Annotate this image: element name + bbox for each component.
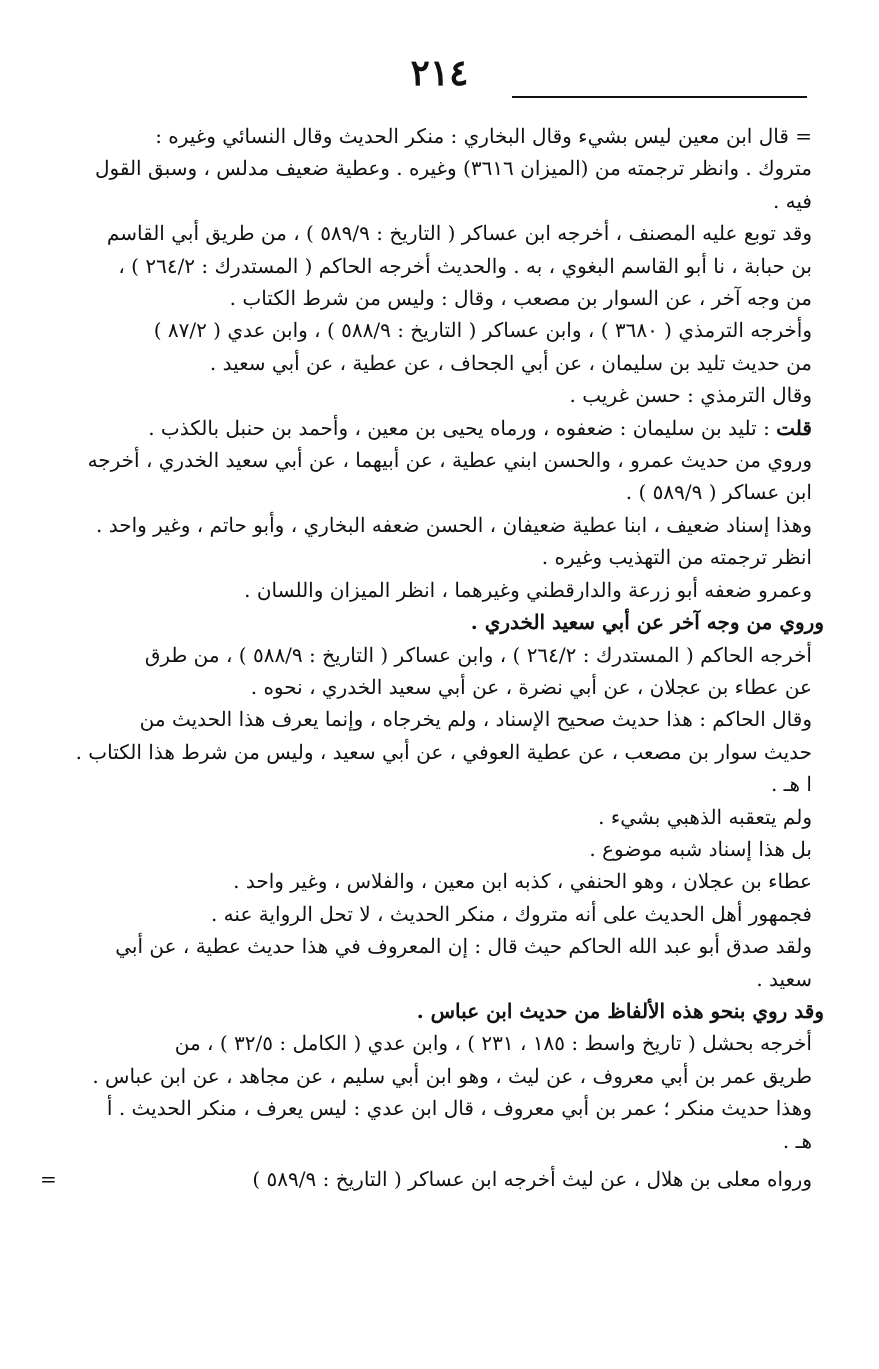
text-line-15: وعمرو ضعفه أبو زرعة والدارقطني وغيرهما ، انظر الميزان واللسان . (244, 577, 812, 602)
header-rule (512, 96, 807, 98)
page-number: ٢١٤ (410, 52, 469, 94)
text-line-17: أخرجه الحاكم ( المستدرك : ٢٦٤/٢ ) ، وابن عساكر ( التاريخ : ٥٨٨/٩ ) ، من طرق (144, 642, 812, 667)
text-line-3: فيه . (772, 188, 812, 213)
text-line-24: عطاء بن عجلان ، وهو الحنفي ، كذبه ابن معين ، والفلاس ، وغير واحد . (233, 869, 812, 894)
text-line-13: وهذا إسناد ضعيف ، ابنا عطية ضعيفان ، الحسن ضعفه البخاري ، وأبو حاتم ، وغير واحد . (96, 512, 812, 537)
footer-line (40, 1163, 812, 1195)
text-line-4: وقد توبع عليه المصنف ، أخرجه ابن عساكر ( التاريخ : ٥٨٩/٩ ) ، من طريق أبي القاسم (106, 221, 812, 246)
text-line-22: ولم يتعقبه الذهبي بشيء . (598, 804, 812, 829)
text-line-5: بن حبابة ، نا أبو القاسم البغوي ، به . والحديث أخرجه الحاكم ( المستدرك : ٢٦٤/٢ ) ، (118, 253, 812, 278)
text-line-18: عن عطاء بن عجلان ، عن أبي نضرة ، عن أبي سعيد الخدري ، نحوه . (250, 674, 812, 699)
text-line-21: ا هـ . (770, 772, 812, 797)
text-line-25: فجمهور أهل الحديث على أنه متروك ، منكر الحديث ، لا تحل الرواية عنه . (210, 901, 812, 926)
lead-word: قلت (776, 415, 812, 440)
section-heading-1: وروي من وجه آخر عن أبي سعيد الخدري . (470, 610, 824, 635)
body-text (40, 120, 824, 1195)
text-line-31: وهذا حديث منكر ؛ عمر بن أبي معروف ، قال ابن عدي : ليس يعرف ، منكر الحديث . أ (106, 1096, 812, 1121)
section-heading-2: وقد روي بنحو هذه الألفاظ من حديث ابن عباس . (416, 998, 824, 1023)
text-line-14: انظر ترجمته من التهذيب وغيره . (541, 545, 812, 570)
text-line-6: من وجه آخر ، عن السوار بن مصعب ، وقال : وليس من شرط الكتاب . (229, 286, 812, 311)
text-line-19: وقال الحاكم : هذا حديث صحيح الإسناد ، ولم يخرجاه ، وإنما يعرف هذا الحديث من (139, 707, 812, 732)
text-line-30: طريق عمر بن أبي معروف ، عن ليث ، وهو ابن أبي سليم ، عن مجاهد ، عن ابن عباس . (92, 1063, 812, 1088)
text-line-10 (40, 412, 812, 444)
text-line-7: وأخرجه الترمذي ( ٣٦٨٠ ) ، وابن عساكر ( التاريخ : ٥٨٨/٩ ) ، وابن عدي ( ٨٧/٢ ) (153, 318, 812, 343)
text-line-2: متروك . وانظر ترجمته من (الميزان ٣٦١٦) وغيره . وعطية ضعيف مدلس ، وسبق القول (94, 156, 812, 181)
continuation-mark: = (40, 1167, 57, 1191)
text-line-26: ولقد صدق أبو عبد الله الحاكم حيث قال : إن المعروف في هذا حديث عطية ، عن أبي (115, 934, 812, 959)
text-line-12: ابن عساكر ( ٥٨٩/٩ ) . (625, 480, 812, 505)
text-line-23: بل هذا إسناد شبه موضوع . (589, 836, 812, 861)
footer-line-text: ورواه معلى بن هلال ، عن ليث أخرجه ابن عساكر ( التاريخ : ٥٨٩/٩ ) (252, 1167, 812, 1191)
text-line-1: = قال ابن معين ليس بشيء وقال البخاري : منكر الحديث وقال النسائي وغيره : (155, 124, 812, 148)
text-line-9: وقال الترمذي : حسن غريب . (569, 383, 812, 408)
text-line-20: حديث سوار بن مصعب ، عن عطية العوفي ، عن أبي سعيد ، وليس من شرط هذا الكتاب . (75, 739, 812, 764)
text-line-29: أخرجه بحشل ( تاريخ واسط : ١٨٥ ، ٢٣١ ) ، وابن عدي ( الكامل : ٣٢/٥ ) ، من (174, 1031, 812, 1056)
text-line-27: سعيد . (756, 966, 812, 991)
text-line-10-body: : تليد بن سليمان : ضعفوه ، ورماه يحيى بن معين ، وأحمد بن حنبل بالكذب . (148, 415, 777, 440)
text-line-8: من حديث تليد بن سليمان ، عن أبي الجحاف ، عن عطية ، عن أبي سعيد . (209, 350, 812, 375)
text-line-11: وروي من حديث عمرو ، والحسن ابني عطية ، عن أبيهما ، عن أبي سعيد الخدري ، أخرجه (87, 448, 812, 473)
text-line-32: هـ . (782, 1128, 812, 1153)
